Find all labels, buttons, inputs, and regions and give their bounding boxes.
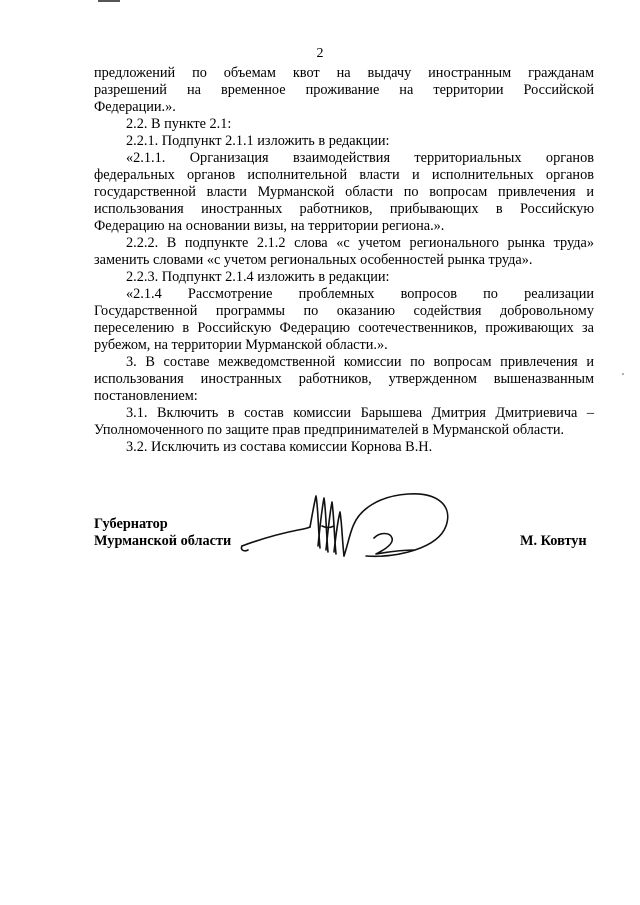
text-line: заменить словами «с учетом региональных особенностей рынка труда».	[94, 252, 533, 268]
text-line: использования иностранных работников, прибывающих в Российскую	[94, 201, 594, 217]
text-line: Государственной программы по оказанию содействия добровольному	[94, 303, 594, 319]
text-line: использования иностранных работников, утвержденном вышеназванным	[94, 371, 594, 387]
text-line: постановлением:	[94, 388, 198, 404]
text-line: 2.2.2. В подпункте 2.1.2 слова «с учетом регионального рынка труда»	[126, 235, 594, 251]
scan-edge-mark	[98, 0, 120, 2]
text-line: 2.2. В пункте 2.1:	[126, 116, 232, 132]
text-line: 2.2.1. Подпункт 2.1.1 изложить в редакции:	[126, 133, 390, 149]
signatory-title	[94, 516, 231, 550]
text-line: Федерацию на основании визы, на территории региона.».	[94, 218, 445, 234]
text-line: Уполномоченного по защите прав предпринимателей в Мурманской области.	[94, 422, 565, 438]
text-line: «2.1.1. Организация взаимодействия территориальных органов	[126, 150, 594, 166]
text-line: предложений по объемам квот на выдачу иностранным гражданам	[94, 65, 594, 81]
text-line: рубежом, на территории Мурманской области.».	[94, 337, 388, 353]
text-line: Федерации.».	[94, 99, 176, 115]
text-line: 3.2. Исключить из состава комиссии Корнова В.Н.	[126, 439, 433, 455]
text-line: федеральных органов исполнительной власти и исполнительных органов	[94, 167, 594, 183]
text-line: государственной власти Мурманской области по вопросам привлечения и	[94, 184, 594, 200]
text-line: разрешений на временное проживание на территории Российской	[94, 82, 594, 98]
document-body	[94, 65, 594, 456]
text-line: 3.1. Включить в состав комиссии Барышева Дмитрия Дмитриевича –	[126, 405, 594, 421]
signatory-title-line: Мурманской области	[94, 533, 232, 549]
page-number: 2	[316, 46, 324, 61]
text-line: 2.2.3. Подпункт 2.1.4 изложить в редакции:	[126, 269, 390, 285]
text-line: «2.1.4 Рассмотрение проблемных вопросов по реализации	[126, 286, 594, 302]
scan-speck	[622, 373, 624, 375]
text-line: переселению в Российскую Федерацию соотечественников, проживающих за	[94, 320, 594, 336]
handwritten-signature	[238, 486, 478, 581]
text-line: 3. В составе межведомственной комиссии по вопросам привлечения и	[126, 354, 594, 370]
signatory-title-line: Губернатор	[94, 516, 168, 532]
signatory-name: М. Ковтун	[520, 533, 587, 549]
